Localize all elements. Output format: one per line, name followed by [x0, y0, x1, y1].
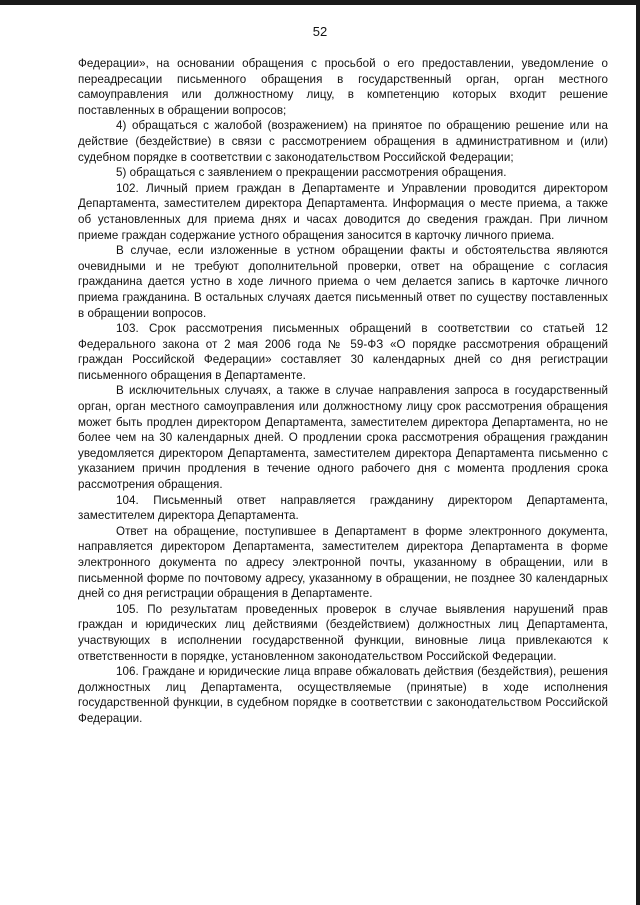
paragraph: 4) обращаться с жалобой (возражением) на принятое по обращению решение или на действие (бездействие) в связи с рассмотрением обращения в административном и (или) судебном порядке в соответствии с законодательством Российской Федерации;	[78, 119, 608, 164]
paragraph: В случае, если изложенные в устном обращении факты и обстоятельства являются очевидными и не требуют дополнительной проверки, ответ на обращение с согласия гражданина дается устно в ходе личного приема о чем делается запись в карточке личного приема гражданина. В остальных случаях дается письменный ответ по существу поставленных в обращении вопросов.	[78, 244, 608, 320]
paragraph: 102. Личный прием граждан в Департаменте и Управлении проводится директором Департамента, заместителем директора Департамента. Информация о месте приема, а также об установленных для приема днях и часах доводится до сведения граждан. При личном приеме граждан содержание устного обращения заносится в карточку личного приема.	[78, 181, 608, 242]
paragraph: 104. Письменный ответ направляется гражданину директором Департамента, заместителем директора Департамента.	[78, 493, 608, 523]
paragraph: Федерации», на основании обращения с просьбой о его предоставлении, уведомление о переадресации письменного обращения в государственный орган, орган местного самоуправления или должностному лицу, в компетенцию которых входит решение поставленных в обращении вопросов;	[78, 57, 608, 117]
document-body	[78, 56, 608, 727]
paragraph: 5) обращаться с заявлением о прекращении рассмотрения обращения.	[116, 166, 507, 180]
scan-edge-right	[636, 0, 640, 905]
paragraph: 103. Срок рассмотрения письменных обращений в соответствии со статьей 12 Федерального закона от 2 мая 2006 года № 59-ФЗ «О порядке рассмотрения обращений граждан Российской Федерации» составляет 30 календарных дней со дня регистрации письменного обращения в Департаменте.	[78, 322, 608, 382]
paragraph: Ответ на обращение, поступившее в Департамент в форме электронного документа, направляется директором Департамента, заместителем директора Департамента в форме электронного документа по адресу электронной почты, указанному в обращении, или в письменной форме по почтовому адресу, указанному в обращении, не позднее 30 календарных дней со дня регистрации обращения в Департаменте.	[78, 524, 608, 601]
paragraph: В исключительных случаях, а также в случае направления запроса в государственный орган, орган местного самоуправления или должностному лицу срок рассмотрения обращения может быть продлен директором Департамента, заместителем директора Департамента, но не более чем на 30 календарных дней. О продлении срока рассмотрения обращения гражданин уведомляется директором Департамента, заместителем директора Департамента письменно с указанием причин продления в течение одного рабочего дня с момента продления срока рассмотрения обращения.	[78, 384, 608, 492]
paragraph: 105. По результатам проведенных проверок в случае выявления нарушений прав граждан и юридических лиц действиями (бездействием) должностных лиц Департамента, участвующих в исполнении государственной функции, виновные лица привлекаются к ответственности в порядке, установленном законодательством Российской Федерации.	[78, 602, 608, 663]
paragraph: 106. Граждане и юридические лица вправе обжаловать действия (бездействия), решения должностных лиц Департамента, осуществляемые (принятые) в ходе исполнения государственной функции, в судебном порядке в соответствии с законодательством Российской Федерации.	[78, 665, 608, 725]
page-number: 52	[312, 24, 328, 39]
scan-edge-top	[0, 0, 640, 5]
